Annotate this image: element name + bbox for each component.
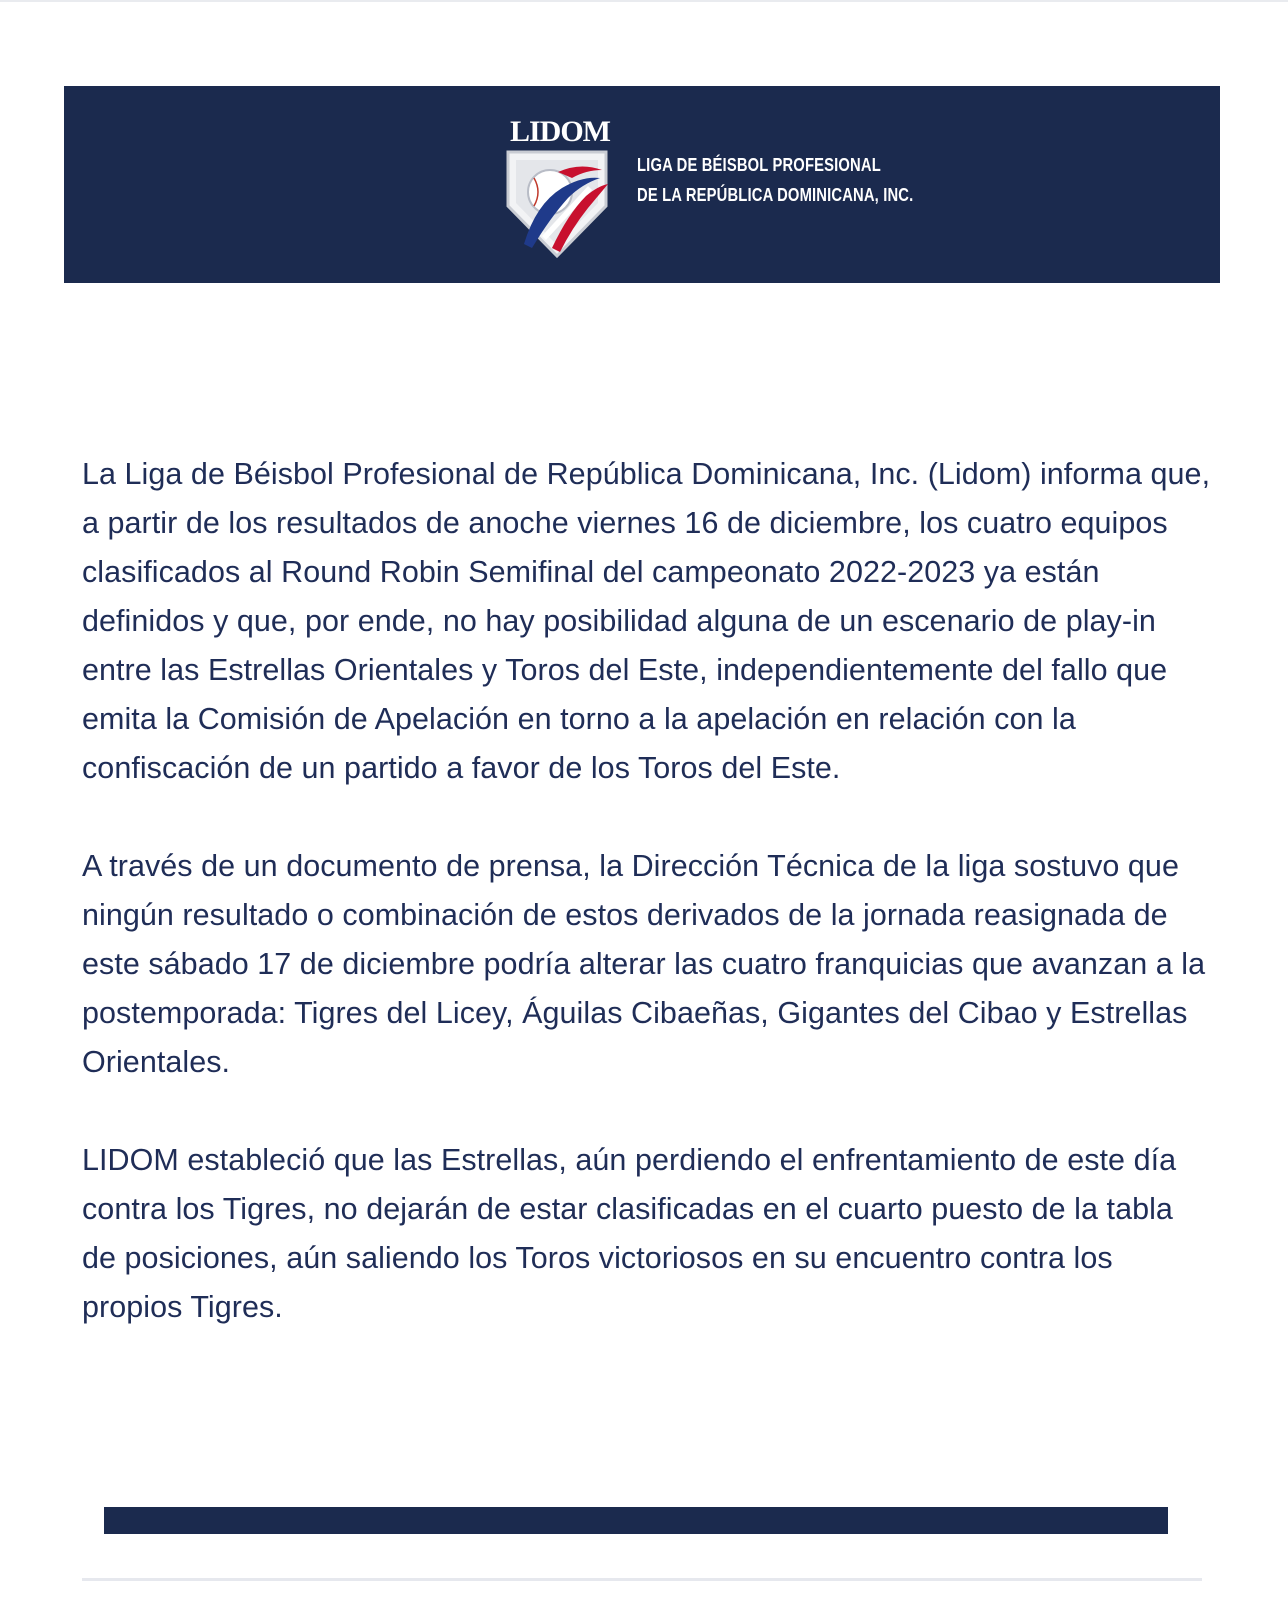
bottom-divider [82,1578,1202,1581]
paragraph-3: LIDOM estableció que las Estrellas, aún perdiendo el enfrentamiento de este día contra los Tigres, no dejarán de estar clasificadas en el cuarto puesto de la tabla de posiciones, aún saliendo los Toros victoriosos en su encuentro contra los propios Tigres. [82,1143,1177,1324]
league-name [637,150,913,210]
top-divider [0,0,1288,2]
league-name-line2: DE LA REPÚBLICA DOMINICANA, INC. [637,185,914,205]
paragraph-1: La Liga de Béisbol Profesional de República Dominicana, Inc. (Lidom) informa que, a partir de los resultados de anoche viernes 16 de diciembre, los cuatro equipos clasificados al Round Robin Semifinal del campeonato 2022-2023 ya están definidos y que, por ende, no hay posibilidad alguna de un escenario de play-in entre las Estrellas Orientales y Toros del Este, independientemente del fallo que emita la Comisión de Apelación en torno a la apelación en relación con la confiscación de un partido a favor de los Toros del Este. [82,457,1211,785]
logo-wordmark: LIDOM [510,115,610,148]
press-release-body [82,450,1212,1381]
lidom-logo [502,114,622,264]
lidom-home-plate-shield-icon [502,148,612,260]
header-banner [64,86,1220,283]
league-name-line1: LIGA DE BÉISBOL PROFESIONAL [637,155,881,175]
paragraph-2: A través de un documento de prensa, la Dirección Técnica de la liga sostuvo que ningún resultado o combinación de estos derivados de la jornada reasignada de este sábado 17 de diciembre podría alterar las cuatro franquicias que avanzan a la postemporada: Tigres del Licey, Águilas Cibaeñas, Gigantes del Cibao y Estrellas Orientales. [82,849,1206,1079]
footer-bar [104,1507,1168,1534]
